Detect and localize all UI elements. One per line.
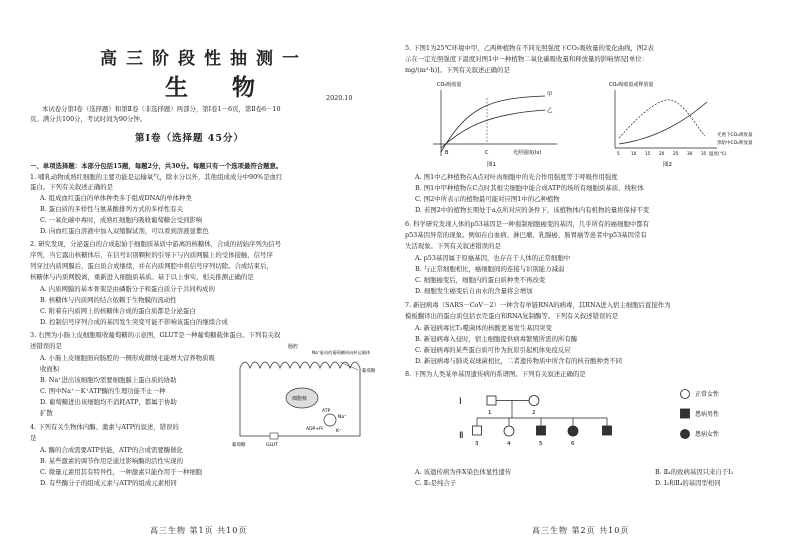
q6-opt-a: A. p53基因属于原癌基因，也存在于人体的正常细胞中 — [415, 254, 571, 262]
q2-stem-4: 核糖体与内质网脱离，重新进入细胞质基质。基于以上事实，相关推测正确的是 — [30, 273, 254, 281]
exam-title: 高三阶段性抽测一 — [100, 49, 308, 69]
q1-stem-1: 1. 哺乳动物成熟红细胞的主要功能是运输氧气，除水分以外，其他组成成分中90%是血红 — [30, 173, 283, 181]
right-footer: 高三生物 第2页 共10页 — [532, 526, 630, 535]
fig1-series-a: 甲 — [547, 92, 553, 98]
fig2-xticks — [617, 151, 707, 156]
fig1-caption: 图1 — [487, 162, 496, 168]
pedigree-gen1: Ⅰ — [459, 397, 462, 407]
pedigree-num-3: 3 — [475, 441, 479, 447]
q8-opt-a: A. 该遗传病为伴X染色体显性遗传 — [415, 468, 512, 476]
q3-opt-c: C. 图中Na⁺－K⁺ATP酶的生理功能不止一种 — [40, 387, 166, 395]
q4-stem-1: 4. 下列有关生物体内酶、激素与ATP的叙述，错误的 — [30, 423, 179, 431]
q3-opt-b: B. Na⁺进出该细胞均需要细胞膜上蛋白质的协助 — [40, 376, 177, 384]
fig1-xlabel: 光照强度(lx) — [513, 150, 542, 156]
q5-stem-2: 示在一定光照强度下温度对图1中一种植物二氧化碳吸收量和释放量的影响情况[单位： — [405, 55, 649, 63]
fig2-ylabel: CO₂吸收量或释放量 — [609, 82, 654, 88]
q5-opt-d: D. 若图2中的植物长期处于a点所对应的条件下，该植物体内有机物的量将保持不变 — [415, 206, 650, 214]
q3-stem-1: 3. 右图为小肠上皮细胞吸收葡萄糖的示意图，GLUT是一种葡萄糖载体蛋白。下列有关叙 — [30, 331, 281, 339]
pedigree-ii-male — [473, 426, 482, 435]
q8-opt-b: B. Ⅱ₄的致病基因只来自于Ⅰ₁ — [655, 468, 734, 476]
fig2-xtick: 35 — [701, 151, 707, 156]
fig2-caption: 图2 — [663, 162, 672, 168]
q1-opt-b: B. 蛋白质的多样性与氨基酸排列方式的多样性有关 — [40, 205, 183, 213]
q2-opt-a: A. 内质网膜的基本骨架是由磷脂分子和蛋白质分子共同构成的 — [40, 285, 215, 293]
q4-stem-2: 是 — [30, 434, 37, 442]
pedigree-ii-female — [504, 426, 514, 436]
q6-stem-1: 6. 科学研究发现人体的p53基因是一种遏制细胞癌变的基因，几乎所有的癌细胞中都有 — [405, 220, 650, 228]
fig1-curve-a — [441, 96, 545, 152]
fig-lumen-label: 肠腔 — [288, 344, 299, 350]
fig2-xtick: 5 — [617, 151, 620, 156]
q7-opt-d: D. 新冠病毒与肺炎双球菌相比，二者遗传物质中所含有的核苷酸种类不同 — [415, 357, 623, 365]
q1-opt-c: C. 一氧化碳中毒时，成熟红细胞内吸收葡萄糖会受到影响 — [40, 216, 203, 224]
fig1-series-b: 乙 — [547, 108, 553, 114]
fig-glut-label: GLUT — [266, 443, 278, 448]
q3-stem-2: 述错误的是 — [30, 342, 62, 350]
q3-opt-a-1: A. 小肠上皮细胞面向肠腔的一侧形成微绒毛能增大营养物质吸 — [40, 354, 215, 362]
exam-date: 2020.10 — [326, 94, 353, 102]
q1-stem-2: 蛋白。下列有关叙述正确的是 — [30, 183, 114, 191]
fig-transporter-label: Na⁺驱动的葡萄糖同向转运载体 — [312, 350, 371, 355]
right-page — [397, 0, 794, 550]
fig-glucose-top-label: 葡萄糖 — [362, 369, 376, 374]
q5-opt-c: C. 图2中所表示的植物最可能对应图1中的乙种植物 — [415, 195, 560, 203]
pedigree-i2-female — [529, 396, 539, 406]
fig2-xtick: 20 — [659, 151, 665, 156]
q6-stem-2: p53基因异常的现象。例如在白血病、淋巴瘤、乳腺癌、肠胃癌等患者中p53基因常有 — [405, 231, 647, 239]
pedigree-i1-male — [487, 396, 496, 405]
pedigree-ii-affected-male-2 — [603, 426, 612, 435]
q5-stem-1: 5. 下图1为25℃环境中甲、乙两种植物在不同光照强度下CO₂吸收量的变化曲线，图2表 — [405, 44, 654, 52]
fig2-xlabel: 温度(℃) — [709, 152, 727, 157]
q5-stem-3: mg/(m²·h)]。下列有关叙述正确的是 — [405, 66, 510, 74]
pedigree-ii-affected-male — [537, 426, 546, 435]
legend-affected-female: 患病女性 — [695, 431, 720, 438]
pointer-line — [340, 362, 358, 370]
fig2-xtick: 30 — [687, 151, 693, 156]
pedigree-chart — [457, 382, 757, 462]
q3-opt-d-2: 扩散 — [40, 409, 53, 417]
pedigree-num-5: 5 — [539, 441, 543, 447]
fig2-curve-dark — [619, 102, 707, 144]
q5-opt-b: B. 图1中甲种植物在C点时其根尖细胞中能合成ATP的场所有细胞质基质、线粒体 — [415, 184, 644, 192]
legend-affected-female-icon — [681, 430, 690, 439]
fig-atp-label: ATP — [322, 409, 331, 414]
fig2-xtick: 10 — [631, 151, 637, 156]
q8-opt-d: D. Ⅰ₂和Ⅱ₄的基因型相同 — [655, 479, 721, 487]
figure-1-chart — [427, 78, 567, 170]
fig-k-label: K⁺ — [336, 429, 342, 434]
fig-nucleus-label: 细胞核 — [292, 396, 308, 402]
subject-title: 生 物 — [165, 74, 274, 101]
pedigree-gen2: Ⅱ — [459, 431, 464, 441]
pedigree-num-2: 2 — [532, 410, 536, 416]
fig2-legend-1: 光照下CO₂吸收量 — [717, 133, 753, 138]
glut-shape — [270, 433, 278, 439]
q2-stem-2: 序列，当它露出核糖体后，在信号识别颗粒的引导下与内质网膜上的受体接触，信号序 — [30, 251, 273, 259]
q8-stem: 8. 下图为人类某单基因遗传病的系谱图。下列有关叙述正确的是 — [405, 370, 586, 378]
q6-stem-3: 失活现象。下列有关叙述错误的是 — [405, 242, 501, 250]
pedigree-num-1: 1 — [488, 410, 492, 416]
fig2-curve-light — [619, 100, 705, 138]
fig2-legend-2: 黑暗中CO₂释放量 — [717, 141, 753, 146]
legend-normal-female-icon — [681, 390, 690, 399]
fig1-point-b: B — [445, 150, 449, 156]
instr-line-1: 一、单项选择题：本部分包括15题，每题2分，共30分。每题只有一个选项最符合题意。 — [30, 162, 283, 170]
q6-opt-d: D. 细胞发生癌变后自由水的含量将会增加 — [415, 287, 533, 295]
q7-stem-1: 7. 新冠病毒（SARS－CoV－2）一种含有单链RNA的病毒，其RNA进入宿主细胞后直接作为 — [405, 301, 671, 309]
q6-opt-c: C. 细胞癌变后，细胞内的蛋白质种类不再改变 — [415, 276, 546, 284]
fig-adp-label: ADP+Pi — [306, 427, 323, 432]
legend-affected-male: 患病男性 — [695, 411, 720, 418]
pump-shape — [324, 414, 336, 426]
q7-opt-b: B. 新冠病毒入侵时，宿主细胞提供病毒繁殖所需的所有酶 — [415, 335, 578, 343]
q8-opt-c: C. Ⅱ₃是纯合子 — [415, 479, 457, 487]
q4-opt-a: A. 酶的合成需要ATP供能，ATP的合成需要酶催化 — [40, 446, 183, 454]
fig1-point-c: C — [485, 150, 489, 156]
q7-opt-c: C. 新冠病毒的某些蛋白质可作为抗原引起机体免疫反应 — [415, 346, 571, 354]
q1-opt-a: A. 组成血红蛋白的单体种类多于组成DNA的单体种类 — [40, 194, 192, 202]
legend-normal-female: 正常女性 — [695, 391, 720, 398]
q2-opt-c: C. 附着在内质网上的核糖体合成的蛋白质都是分泌蛋白 — [40, 307, 196, 315]
fig-na-label: Na⁺ — [338, 415, 347, 420]
q4-opt-c: C. 微量元素用其有特异性，一种激素只能作用于一种细胞 — [40, 468, 203, 476]
fig2-xtick: 25 — [673, 151, 679, 156]
q2-stem-1: 2. 研究发现，分泌蛋白的合成起始于细胞质基质中游离的核糖体，合成的初始序列为信号 — [30, 240, 281, 248]
figure-2-chart — [597, 78, 753, 170]
fig2-xtick: 15 — [645, 151, 651, 156]
fig1-ylabel: CO₂吸收量 — [437, 82, 462, 88]
q2-opt-b: B. 核糖体与内质网的结合依赖于生物膜的流动性 — [40, 296, 177, 304]
q7-stem-2: 模板翻译出的蛋白质包括衣壳蛋白和RNA复制酶等。下列有关叙述错误的是 — [405, 312, 619, 320]
q3-opt-d-1: D. 葡萄糖进出该细胞均不消耗ATP，都属于协助 — [40, 398, 177, 406]
q1-opt-d: D. 向血红蛋白溶液中加入双缩脲试剂，可以看到溶液显紫色 — [40, 227, 209, 235]
left-footer: 高三生物 第1页 共10页 — [150, 526, 248, 535]
q4-opt-b: B. 某些激素的调节作用是通过影响酶的活性实现的 — [40, 457, 183, 465]
pedigree-ii-affected-female — [568, 426, 578, 436]
intro-line-2: 页。满分共100分，考试时间为90分钟。 — [30, 115, 147, 123]
section-heading: 第Ⅰ卷（选择题 45分） — [135, 133, 244, 144]
intestinal-cell-figure — [230, 340, 395, 448]
q4-opt-d: D. 有些酶分子的组成元素与ATP的组成元素相同 — [40, 479, 177, 487]
pedigree-num-4: 4 — [507, 441, 511, 447]
q2-stem-3: 列穿过内质网膜后，蛋白质合成继续，并在内质网腔中将信号序列切除。合成结束后， — [30, 262, 273, 270]
q5-opt-a: A. 图1中乙种植物在A点对叶肉细胞中的光合作用强度等于呼吸作用强度 — [415, 173, 618, 181]
q6-opt-b: B. 与正常细胞相比，癌细胞间的连接与识别能力减弱 — [415, 265, 565, 273]
pedigree-num-6: 6 — [571, 441, 575, 447]
q3-opt-a-2: 收面积 — [40, 365, 60, 373]
intro-line-1: 本试卷分第Ⅰ卷（选择题）和第Ⅱ卷（非选择题）两部分，第Ⅰ卷1－6页，第Ⅱ卷6－10 — [42, 105, 281, 113]
q7-opt-a: A. 新冠病毒比T₂噬菌体的核酸更易发生基因突变 — [415, 324, 552, 332]
q2-opt-d: D. 控制信号序列合成的基因发生突变可能不影响该蛋白的继续合成 — [40, 318, 228, 326]
fig-glucose-label: 葡萄糖 — [232, 443, 246, 448]
legend-affected-male-icon — [681, 409, 690, 418]
